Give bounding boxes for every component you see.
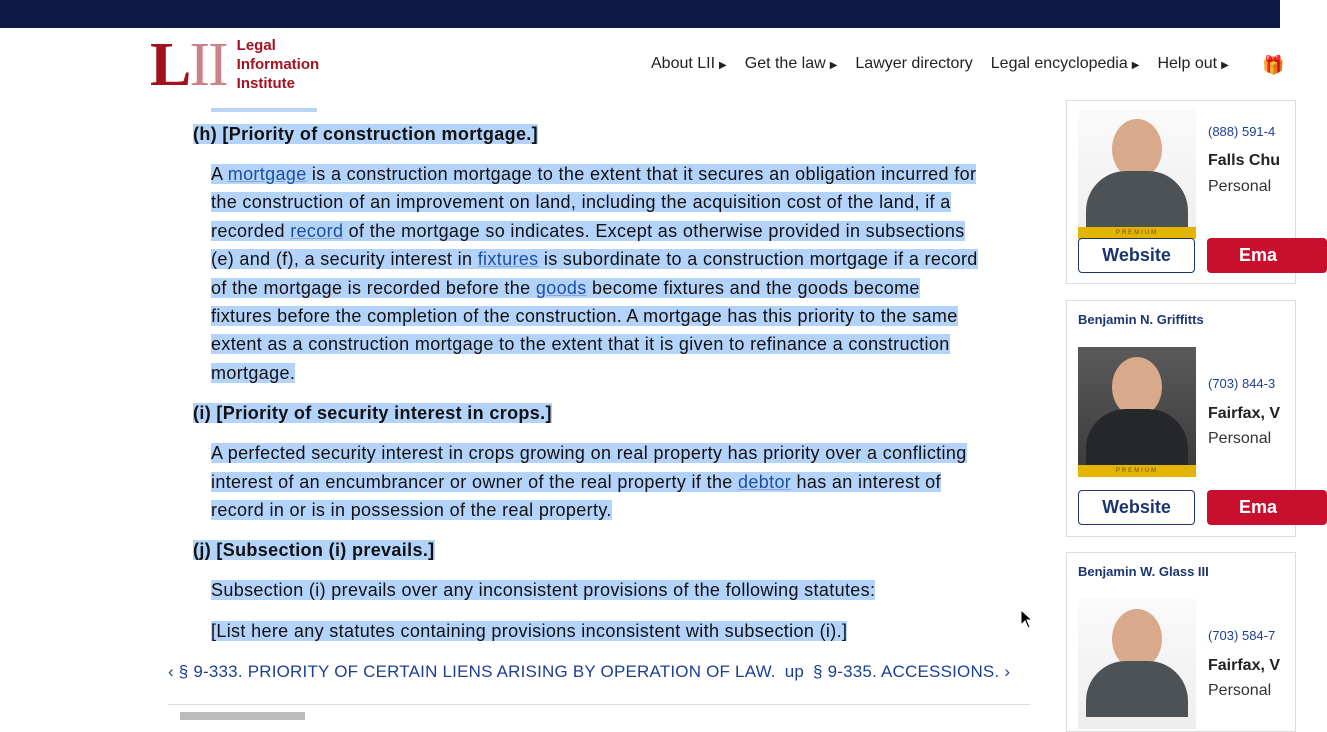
lawyer-practice-area: Personal xyxy=(1208,178,1272,195)
main-nav xyxy=(651,55,1247,73)
paragraph-text: become fixtures and the goods become fixtures before the completion of the construction. A mortgage has this priority to the same extent as a construction mortgage to the extent that it is given to refinance a construction mortgage. xyxy=(211,277,958,383)
browser-top-bar xyxy=(0,0,1280,28)
nav-item-label: Legal encyclopedia xyxy=(990,55,1128,72)
lawyer-practice-area: Personal xyxy=(1208,682,1272,699)
nav-item[interactable] xyxy=(745,55,838,73)
nav-item[interactable] xyxy=(651,55,727,73)
paragraph-text: [List here any statutes containing provisions inconsistent with subsection (i).] xyxy=(211,620,848,641)
heading-text: (h) [Priority of construction mortgage.] xyxy=(193,124,538,144)
next-section-link[interactable]: § 9-335. ACCESSIONS. › xyxy=(813,662,1011,681)
statute-content xyxy=(193,120,993,657)
subsection-paragraph xyxy=(193,617,983,645)
lawyer-phone[interactable]: (703) 844-3 xyxy=(1208,376,1276,391)
definition-link[interactable]: debtor xyxy=(738,471,792,492)
caret-right-icon: ▶ xyxy=(719,60,727,71)
nav-item[interactable] xyxy=(991,55,1140,73)
mouse-cursor-icon xyxy=(1020,609,1034,629)
subsection-heading xyxy=(193,536,993,564)
toc-underline xyxy=(211,108,317,112)
nav-item-label: Help out xyxy=(1157,55,1218,72)
gift-icon[interactable]: 🎁 xyxy=(1262,55,1285,75)
subsection-paragraph xyxy=(193,160,983,387)
lawyer-photo xyxy=(1078,109,1196,239)
lawyer-city: Fairfax, V xyxy=(1208,405,1281,422)
email-button[interactable]: Ema xyxy=(1207,238,1327,273)
lawyer-card xyxy=(1066,100,1296,284)
site-header xyxy=(0,28,1285,108)
paragraph-text: is subordinate to a construction mortgage if a record of the mortgage is recorded before the xyxy=(211,249,978,298)
logo-mark xyxy=(150,30,227,99)
nav-item-label: About LII xyxy=(651,55,716,72)
lawyer-city: Fairfax, V xyxy=(1208,657,1281,674)
website-button[interactable]: Website xyxy=(1078,238,1195,273)
logo-line: Institute xyxy=(236,75,295,92)
lii-logo[interactable] xyxy=(150,30,320,99)
lawyer-name[interactable]: Benjamin W. Glass III xyxy=(1078,564,1209,579)
definition-link[interactable]: mortgage xyxy=(227,164,307,184)
paragraph-text: Subsection (i) prevails over any inconsistent provisions of the following statutes: xyxy=(211,580,876,601)
lawyer-photo xyxy=(1078,599,1196,729)
paragraph-text: is a construction mortgage to the extent that it secures an obligation incurred for the construction of an improvement on land, including the acquisition cost of the land, if a recorded xyxy=(211,164,977,241)
lawyer-city: Falls Chu xyxy=(1208,152,1281,169)
lawyer-phone[interactable]: (888) 591-4 xyxy=(1208,124,1276,139)
premium-badge: PREMIUM xyxy=(1078,227,1196,239)
divider xyxy=(168,704,1030,705)
subsection-heading xyxy=(193,399,993,427)
nav-item-label: Lawyer directory xyxy=(855,55,973,72)
lawyer-phone[interactable]: (703) 584-7 xyxy=(1208,628,1276,643)
pager xyxy=(168,662,1014,682)
definition-link[interactable]: fixtures xyxy=(477,249,539,270)
subsection-paragraph xyxy=(193,576,983,604)
lawyer-card xyxy=(1066,552,1296,732)
lawyer-practice-area: Personal xyxy=(1208,430,1272,447)
logo-text xyxy=(237,36,320,93)
definition-link[interactable]: goods xyxy=(535,277,587,298)
definition-link[interactable]: record xyxy=(290,220,344,241)
logo-line: Information xyxy=(236,56,320,73)
nav-item[interactable] xyxy=(1157,55,1228,73)
caret-right-icon: ▶ xyxy=(829,60,838,71)
premium-badge: PREMIUM xyxy=(1078,465,1196,477)
logo-l: L xyxy=(150,30,190,99)
logo-ii: II xyxy=(189,30,227,99)
lawyer-photo xyxy=(1078,347,1196,477)
lawyer-name[interactable]: Benjamin N. Griffitts xyxy=(1078,312,1204,327)
paragraph-text: has an interest of record in or is in possession of the real property. xyxy=(211,471,941,521)
logo-line: Legal xyxy=(236,37,276,54)
email-button[interactable]: Ema xyxy=(1207,490,1327,525)
paragraph-text: A perfected security interest in crops growing on real property has priority over a conflicting interest of an encumbrancer or owner of the real property if the xyxy=(211,443,967,492)
caret-right-icon: ▶ xyxy=(1131,60,1140,71)
thumbnail xyxy=(180,712,305,720)
heading-text: (j) [Subsection (i) prevails.] xyxy=(193,540,435,561)
heading-text: (i) [Priority of security interest in crops.] xyxy=(193,403,552,424)
nav-item-label: Get the law xyxy=(744,55,826,72)
caret-right-icon: ▶ xyxy=(1221,60,1229,71)
website-button[interactable]: Website xyxy=(1078,490,1195,525)
paragraph-text: of the mortgage so indicates. Except as otherwise provided in subsections (e) and (f), a security interest in xyxy=(211,220,965,270)
paragraph-text: A xyxy=(211,164,228,184)
subsection-paragraph xyxy=(193,439,983,524)
up-link[interactable]: up xyxy=(784,662,805,681)
subsection-heading xyxy=(193,120,993,148)
prev-section-link[interactable]: ‹ § 9-333. PRIORITY OF CERTAIN LIENS ARISING BY OPERATION OF LAW. xyxy=(168,662,776,681)
nav-item[interactable] xyxy=(855,55,972,73)
lawyer-card xyxy=(1066,300,1296,537)
